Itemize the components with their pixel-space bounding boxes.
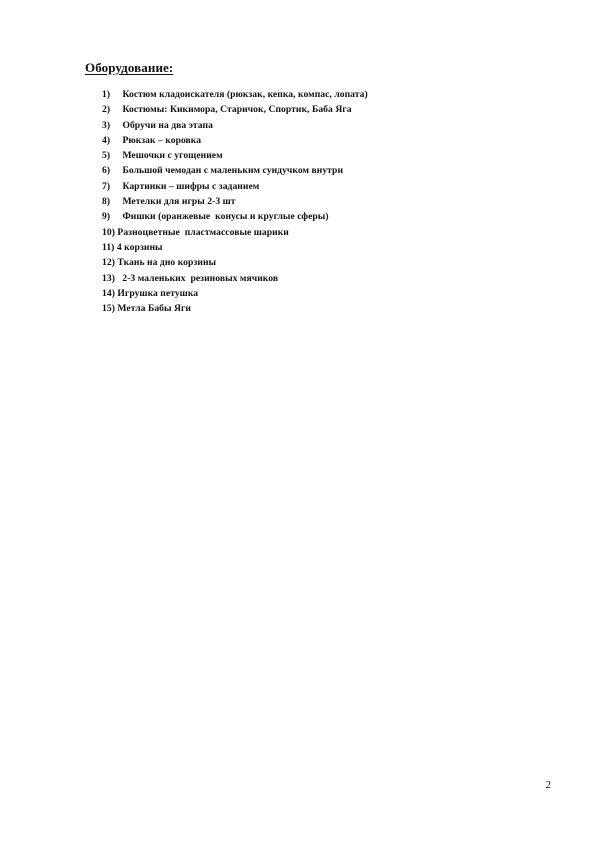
list-item — [102, 209, 368, 224]
item-text: Картинки – шифры с заданием — [122, 180, 260, 192]
list-item — [102, 194, 368, 209]
list-item — [102, 148, 368, 163]
item-number: 2) — [102, 104, 111, 116]
item-number: 11) — [102, 241, 115, 253]
list-item — [102, 240, 368, 255]
equipment-list — [102, 87, 368, 316]
item-text: Мешочки с угощением — [122, 150, 223, 162]
item-number: 1) — [102, 89, 111, 100]
item-number: 12) — [102, 257, 115, 269]
list-item — [102, 118, 368, 133]
item-text: Костюмы: Кикимора, Старичок, Спортик, Баба Яга — [122, 104, 352, 116]
list-item — [102, 271, 368, 286]
item-text: Метла Бабы Яги — [117, 303, 191, 315]
item-text: Метелки для игры 2-3 шт — [122, 196, 236, 208]
list-item — [102, 179, 368, 194]
item-number: 5) — [102, 150, 111, 162]
list-item — [102, 301, 368, 316]
item-text: 2-3 маленьких резиновых мячиков — [117, 272, 279, 284]
item-number: 4) — [102, 134, 111, 146]
item-number: 8) — [102, 196, 111, 208]
item-number: 15) — [102, 303, 115, 315]
item-number: 13) — [102, 272, 115, 284]
item-text: Рюкзак – коровка — [122, 134, 202, 146]
item-text: Фишки (оранжевые конусы и круглые сферы) — [122, 211, 329, 223]
list-item — [102, 102, 368, 117]
equipment-heading: Оборудование: — [85, 60, 174, 75]
item-number: 10) — [102, 226, 115, 238]
item-text: Костюм кладоискателя (рюкзак, кепка, компас, лопата) — [122, 89, 368, 100]
item-text: Разноцветные пластмассовые шарики — [117, 226, 289, 238]
item-text: Обручи на два этапа — [122, 119, 213, 131]
list-item — [102, 225, 368, 240]
page-number: 2 — [545, 779, 551, 791]
list-item — [102, 255, 368, 270]
list-item — [102, 163, 368, 178]
list-item — [102, 286, 368, 301]
item-number: 3) — [102, 119, 111, 131]
item-number: 6) — [102, 165, 111, 177]
list-item — [102, 133, 368, 148]
item-text: Большой чемодан с маленьким сундучком внутри — [122, 165, 344, 177]
item-text: 4 корзины — [116, 241, 163, 253]
item-text: Ткань на дно корзины — [117, 257, 217, 269]
list-item — [102, 87, 368, 102]
item-number: 7) — [102, 180, 111, 192]
item-number: 14) — [102, 287, 115, 299]
item-number: 9) — [102, 211, 111, 223]
item-text: Игрушка петушка — [117, 287, 199, 299]
